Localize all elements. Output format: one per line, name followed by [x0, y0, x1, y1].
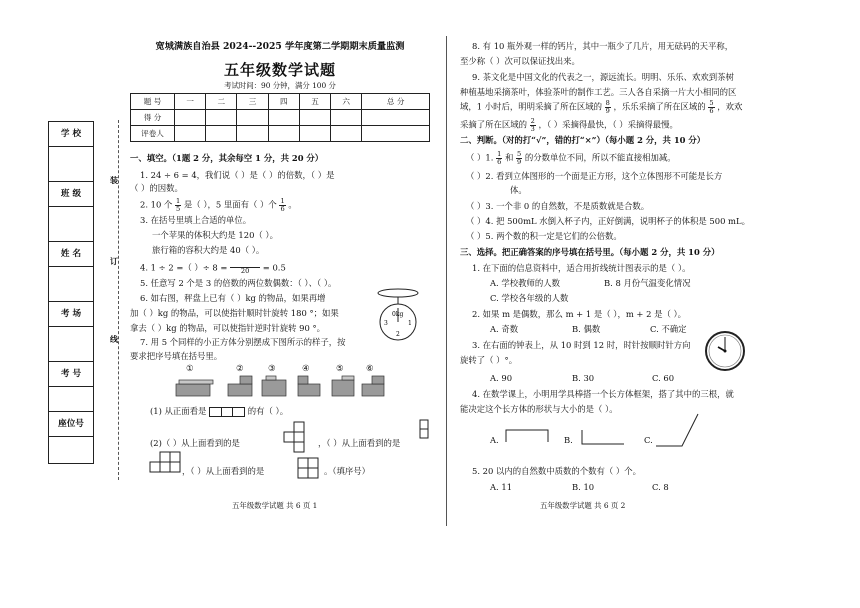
fraction: $\frac{1}{5}$	[176, 197, 181, 213]
score-header-cell: 总 分	[362, 94, 430, 110]
question-7-2-middle: ，（ ）从上面看到的是	[318, 438, 401, 448]
judge-1-prefix: （ ）1.	[466, 152, 494, 163]
score-header-cell: 三	[237, 94, 268, 110]
choice-5-option-a[interactable]: A. 11	[490, 482, 513, 492]
question-9-c-end: ，欢欢	[717, 101, 743, 112]
grader-cell[interactable]	[362, 126, 430, 142]
fraction: $\frac{1}{6}$	[280, 197, 285, 213]
exam-number-label: 考 号	[49, 362, 94, 387]
fraction: $\frac{5}{9}$	[517, 150, 522, 166]
judge-1-middle: 和	[504, 152, 514, 163]
fraction: 20	[230, 261, 260, 275]
school-label: 学 校	[49, 122, 94, 147]
choice-2-option-c[interactable]: C. 不确定	[650, 324, 687, 334]
question-2	[140, 198, 297, 212]
question-4-end: = 0.5	[262, 262, 286, 273]
question-9-line-d	[460, 118, 678, 132]
judge-4: （ ）4. 把 500mL 水倒入杯子内，正好倒满，说明杯子的体积是 500 mL。	[466, 216, 750, 226]
grader-row-label: 评卷人	[131, 126, 175, 142]
score-cell[interactable]	[237, 110, 268, 126]
section-2-heading: 二、判断。（对的打“√”，错的打“×”）（每小题 2 分，共 10 分）	[460, 135, 706, 145]
question-8-line-a: 8. 有 10 瓶外观一样的钙片，其中一瓶少了几片，用无砝码的天平称，	[472, 41, 734, 51]
score-table	[130, 93, 430, 142]
question-6-line-b: 加（ ）kg 的物品，可以使指针顺时针旋转 180 °；如果	[130, 308, 339, 318]
choice-4-option-b[interactable]: B.	[564, 435, 573, 445]
question-3: 3. 在括号里填上合适的单位。	[140, 215, 252, 225]
score-header-cell: 二	[206, 94, 237, 110]
choice-4-line-b: 能决定这个长方体的形状与大小的是（ ）。	[460, 404, 618, 414]
question-1-line-a: 1. 24 ÷ 6 = 4，我们说（ ）是（ ）的倍数，（ ）是	[140, 170, 335, 180]
fraction: $\frac{1}{6}$	[497, 150, 502, 166]
top-view-shape-2	[420, 420, 430, 450]
figure-label: ④	[302, 363, 310, 373]
choice-2: 2. 如果 m 是偶数，那么 m + 1 是（ ），m + 2 是（ ）。	[472, 309, 687, 319]
class-label: 班 级	[49, 182, 94, 207]
score-cell[interactable]	[331, 110, 362, 126]
choice-1-option-a[interactable]: A. 学校教师的人数	[490, 278, 560, 288]
figure-label: ①	[186, 363, 194, 373]
question-2-middle: 是（ ），5 里面有（ ）个	[183, 199, 277, 210]
exam-number-field[interactable]	[49, 387, 94, 412]
name-field[interactable]	[49, 267, 94, 302]
score-header-cell: 题 号	[131, 94, 175, 110]
grader-cell[interactable]	[331, 126, 362, 142]
frame-shape-c	[654, 410, 700, 450]
section-1-heading: 一、填空。（1题 2 分，其余每空 1 分，共 20 分）	[130, 153, 324, 163]
figure-label: ⑤	[336, 363, 344, 373]
question-7-1	[150, 405, 288, 417]
judge-1-end: 的分数单位不同，所以不能直接相加减。	[524, 152, 676, 163]
question-9-line-b: 种植基地采摘茶叶，体验茶叶的制作工艺。三人各自采摘一片大小相同的区	[460, 87, 737, 97]
score-header-cell: 五	[299, 94, 330, 110]
figure-label: ⑥	[366, 363, 374, 373]
choice-1-option-b[interactable]: B. 8 月份气温变化情况	[604, 278, 691, 288]
page-2-footer: 五年级数学试题 共 6 页 2	[540, 501, 626, 510]
name-label: 姓 名	[49, 242, 94, 267]
question-4-prefix: 4. 1 ÷ 2 =（ ）÷ 8 =	[140, 262, 228, 273]
top-view-shape-4	[298, 458, 322, 482]
binding-dash-line	[118, 120, 119, 480]
choice-4-option-c[interactable]: C.	[644, 435, 653, 445]
exam-room-field[interactable]	[49, 327, 94, 362]
score-cell[interactable]	[206, 110, 237, 126]
scale-number: 1	[408, 320, 412, 327]
top-view-shape-3	[150, 452, 180, 484]
grader-cell[interactable]	[175, 126, 206, 142]
question-7-3-middle: ，（ ）从上面看到的是	[182, 466, 265, 476]
question-7-3-end: 。（填序号）	[324, 466, 371, 476]
choice-4-option-a[interactable]: A.	[490, 435, 499, 445]
class-field[interactable]	[49, 207, 94, 242]
scale-zero-label: 0kg	[392, 311, 404, 318]
judge-2-line-a: （ ）2. 看到立体图形的一个面是正方形，这个立体图形不可能是长方	[466, 171, 723, 181]
question-7-line-b: 要求把序号填在括号里。	[130, 351, 223, 361]
clock-icon	[704, 330, 746, 372]
choice-4-line-a: 4. 在数学课上，小明用学具棒搭一个长方体框架，搭了其中的三根，就	[472, 389, 734, 399]
choice-5-option-b[interactable]: B. 10	[572, 482, 595, 492]
choice-2-option-b[interactable]: B. 偶数	[572, 324, 601, 334]
question-9-d-prefix: 采摘了所在区域的	[460, 119, 527, 130]
figure-label: ③	[268, 363, 276, 373]
question-7-2-prefix: (2)（ ）从上面看到的是	[150, 438, 240, 448]
grader-cell[interactable]	[237, 126, 268, 142]
judge-2-line-b: 体。	[510, 185, 527, 195]
grader-cell[interactable]	[206, 126, 237, 142]
choice-5-option-c[interactable]: C. 8	[652, 482, 669, 492]
choice-3-option-c[interactable]: C. 60	[652, 373, 675, 383]
question-6-line-c: 拿去（ ）kg 的物品，可以使指针逆时针旋转 90 °。	[130, 323, 326, 333]
question-3-b: 旅行箱的容积大约是 40（ ）。	[152, 245, 265, 255]
score-header-cell: 四	[268, 94, 299, 110]
page-1-footer: 五年级数学试题 共 6 页 1	[232, 501, 318, 510]
seat-number-field[interactable]	[49, 437, 94, 464]
score-row-label: 得 分	[131, 110, 175, 126]
scale-number: 3	[384, 320, 388, 327]
choice-2-option-a[interactable]: A. 奇数	[490, 324, 519, 334]
school-field[interactable]	[49, 147, 94, 182]
question-2-prefix: 2. 10 个	[140, 199, 173, 210]
cube-figures	[176, 376, 386, 400]
question-5: 5. 任意写 2 个是 3 的倍数的两位数偶数：（ ）、（ ）。	[140, 278, 337, 288]
scale-number: 2	[396, 331, 400, 338]
front-view-shape	[209, 407, 245, 417]
choice-3-option-b[interactable]: B. 30	[572, 373, 595, 383]
question-9-c-prefix: 域，1 小时后，明明采摘了所在区域的	[460, 101, 602, 112]
question-4	[140, 261, 286, 275]
question-9-line-a: 9. 茶文化是中国文化的代表之一，源远流长。明明、乐乐、欢欢到茶树	[472, 72, 734, 82]
choice-3-line-b: 旋转了（ ）°。	[460, 355, 518, 365]
section-3-heading: 三、选择。把正确答案的序号填在括号里。（每小题 2 分，共 10 分）	[460, 247, 720, 257]
question-6-line-a: 6. 如右图，秤盘上已有（ ）kg 的物品，如果再增	[140, 293, 326, 303]
question-7-line-a: 7. 用 5 个同样的小正方体分别摆成下图所示的样子，按	[140, 337, 346, 347]
question-1-line-b: （ ）的因数。	[130, 183, 183, 193]
scale-illustration	[372, 286, 428, 348]
question-7-1-suffix: 的有（ ）。	[247, 406, 289, 416]
choice-3-option-a[interactable]: A. 90	[490, 373, 513, 383]
choice-3-line-a: 3. 在右面的钟表上，从 10 时到 12 时，时针按顺时针方向	[472, 340, 691, 350]
question-9-line-c	[460, 100, 742, 114]
choice-5: 5. 20 以内的自然数中质数的个数有（ ）个。	[472, 466, 642, 476]
score-cell[interactable]	[268, 110, 299, 126]
binding-mark-ding: 订	[110, 256, 118, 266]
student-info-table	[48, 121, 94, 464]
grader-cell[interactable]	[268, 126, 299, 142]
question-3-a: 一个苹果的体积大约是 120（ ）。	[152, 230, 278, 240]
question-9-c-middle: ，乐乐采摘了所在区域的	[613, 101, 706, 112]
fraction: $\frac{8}{9}$	[605, 99, 610, 115]
judge-5: （ ）5. 两个数的积一定是它们的公倍数。	[466, 231, 622, 241]
score-cell[interactable]	[362, 110, 430, 126]
score-cell[interactable]	[175, 110, 206, 126]
score-cell[interactable]	[299, 110, 330, 126]
binding-mark-zhuang: 装	[110, 175, 118, 185]
page-divider	[446, 36, 447, 526]
frame-shape-a	[504, 428, 550, 444]
question-8-line-b: 至少称（ ）次可以保证找出来。	[460, 56, 580, 66]
exam-info: 考试时间：90 分钟，满分 100 分	[224, 81, 336, 90]
judge-1	[466, 151, 676, 165]
choice-1: 1. 在下面的信息资料中，适合用折线统计图表示的是（ ）。	[472, 263, 691, 273]
score-header-cell: 一	[175, 94, 206, 110]
question-7-1-prefix: (1) 从正面看是	[150, 406, 207, 416]
question-2-end: 。	[288, 199, 297, 210]
seat-number-label: 座位号	[49, 412, 94, 437]
choice-1-option-c[interactable]: C. 学校各年级的人数	[490, 293, 569, 303]
top-view-shape-1	[284, 422, 314, 462]
frame-shape-b	[580, 428, 626, 446]
exam-subtitle: 宽城满族自治县 2024--2025 学年度第二学期期末质量监测	[155, 41, 405, 52]
score-header-cell: 六	[331, 94, 362, 110]
judge-3: （ ）3. 一个非 0 的自然数，不是质数就是合数。	[466, 201, 650, 211]
question-9-d-end: ，（ ）采摘得最快，（ ）采摘得最慢。	[538, 119, 678, 130]
fraction: $\frac{5}{6}$	[709, 99, 714, 115]
grader-cell[interactable]	[299, 126, 330, 142]
exam-room-label: 考 场	[49, 302, 94, 327]
binding-mark-xian: 线	[110, 334, 118, 344]
exam-title: 五年级数学试题	[223, 61, 336, 79]
figure-label: ②	[236, 363, 244, 373]
fraction: $\frac{2}{3}$	[530, 117, 535, 133]
